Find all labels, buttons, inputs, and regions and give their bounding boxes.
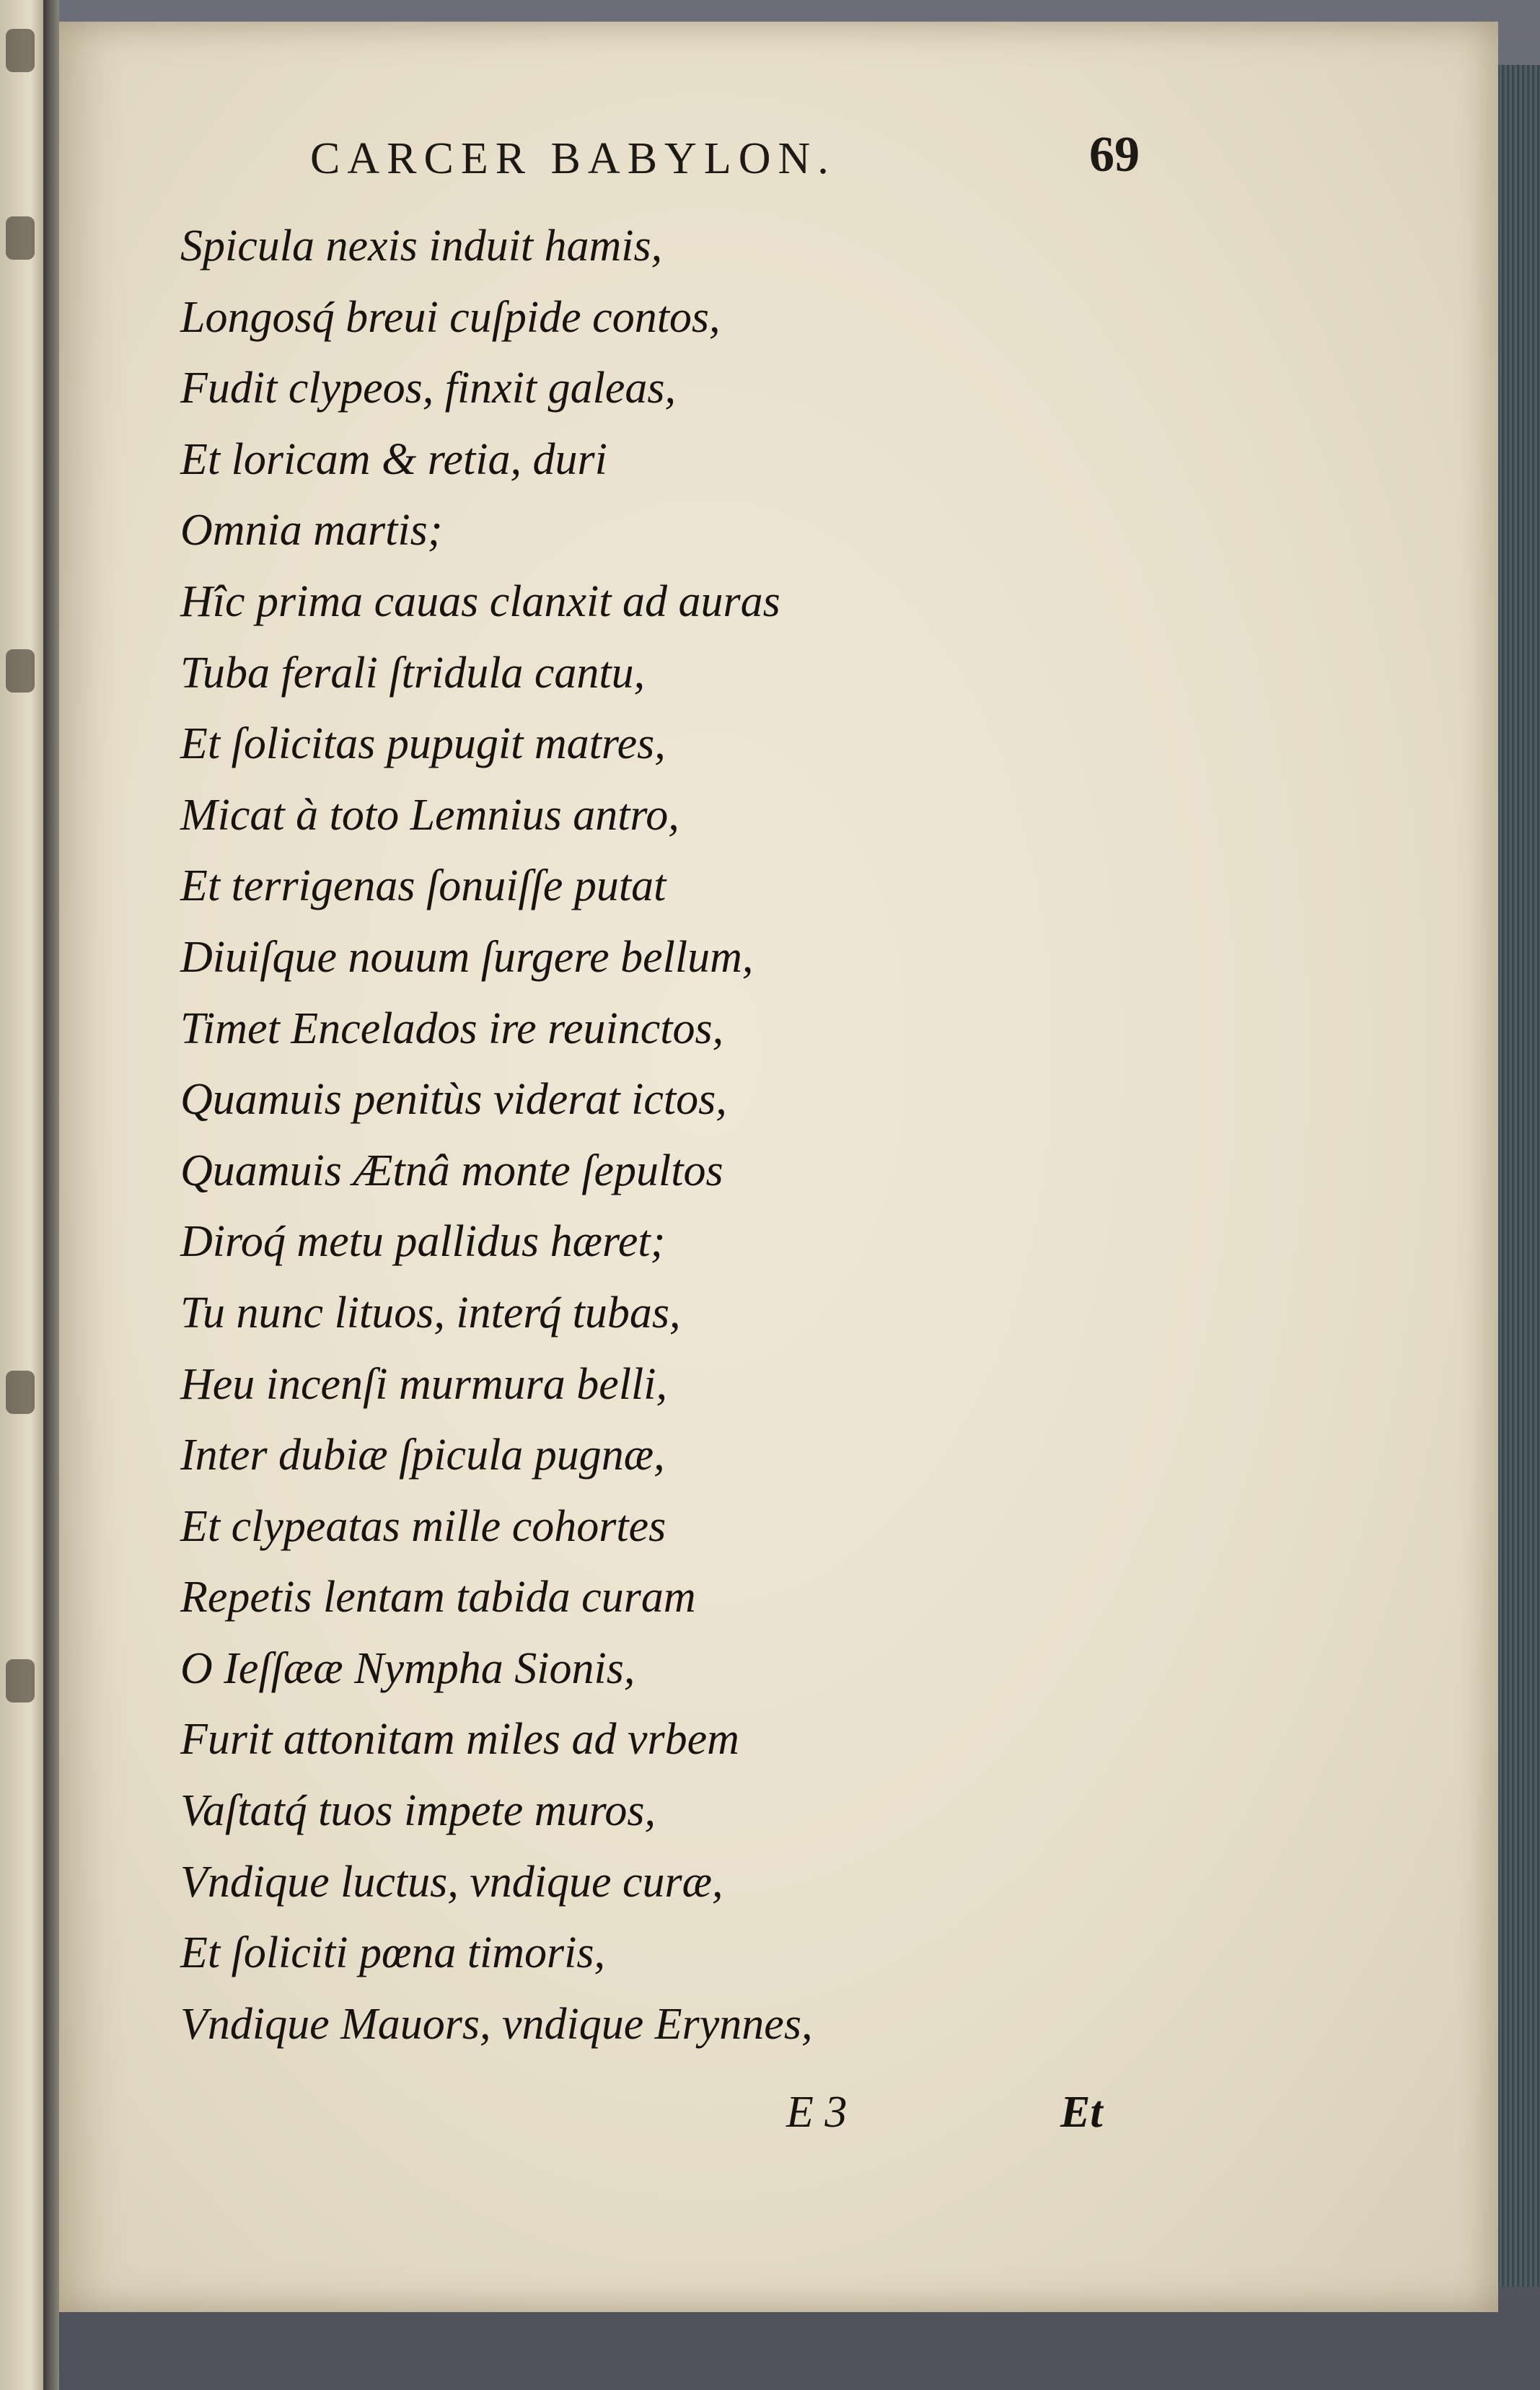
ink-bleed	[6, 649, 35, 693]
verse-line: Micat à toto Lemnius antro,	[180, 790, 679, 840]
verse-line: Fudit clypeos, finxit galeas,	[180, 364, 677, 413]
verse-line: Diroq́ metu pallidus hæret;	[180, 1217, 666, 1267]
verse-line: Tuba ferali ſtridula cantu,	[180, 648, 646, 698]
ink-bleed	[6, 1659, 35, 1703]
verse-line: Quamuis Ætnâ monte ſepultos	[180, 1146, 723, 1195]
ink-bleed	[6, 1371, 35, 1414]
running-title: CARCER BABYLON.	[310, 134, 836, 183]
catchword: Et	[1060, 2088, 1103, 2137]
verse-line: Et terrigenas ſonuiſſe putat	[180, 861, 666, 911]
verse-line: Vaſtatq́ tuos impete muros,	[180, 1786, 656, 1836]
verse-line: Vndique luctus, vndique curæ,	[180, 1857, 723, 1907]
verse-line: Inter dubiæ ſpicula pugnæ,	[180, 1431, 665, 1480]
ink-bleed	[6, 29, 35, 72]
verse-line: Repetis lentam tabida curam	[180, 1573, 696, 1622]
verse-line: Et clypeatas mille cohortes	[180, 1501, 666, 1551]
verse-line: Longosq́ breui cuſpide contos,	[180, 292, 721, 342]
signature-mark: E 3	[786, 2088, 848, 2137]
verse-line: Diuiſque nouum ſurgere bellum,	[180, 932, 754, 982]
verse-line: Et ſolicitas pupugit matres,	[180, 719, 666, 769]
verse-line: Spicula nexis induit hamis,	[180, 221, 663, 271]
verse-text	[180, 211, 1046, 2060]
verse-line: Heu incenſi murmura belli,	[180, 1359, 668, 1409]
verse-line: Tu nunc lituos, interq́ tubas,	[180, 1288, 681, 1337]
verse-line: Quamuis penitùs viderat ictos,	[180, 1075, 727, 1125]
verse-line: Hîc prima cauas clanxit ad auras	[180, 576, 780, 626]
verse-line: Et ſoliciti pœna timoris,	[180, 1928, 606, 1978]
running-head	[310, 126, 1176, 191]
verse-line: Furit attonitam miles ad vrbem	[180, 1715, 739, 1765]
verse-line: Omnia martis;	[180, 506, 443, 555]
left-page-edge	[0, 0, 43, 2390]
spine-gutter	[43, 0, 59, 2390]
verse-line: Et loricam & retia, duri	[180, 434, 607, 484]
book-edge	[1498, 65, 1540, 2287]
page-number: 69	[1089, 127, 1140, 183]
verse-line: Timet Encelados ire reuinctos,	[180, 1003, 724, 1053]
verse-line: O Ieſſææ Nympha Sionis,	[180, 1643, 635, 1693]
verse-line: Vndique Mauors, vndique Erynnes,	[180, 1999, 813, 2049]
ink-bleed	[6, 216, 35, 260]
